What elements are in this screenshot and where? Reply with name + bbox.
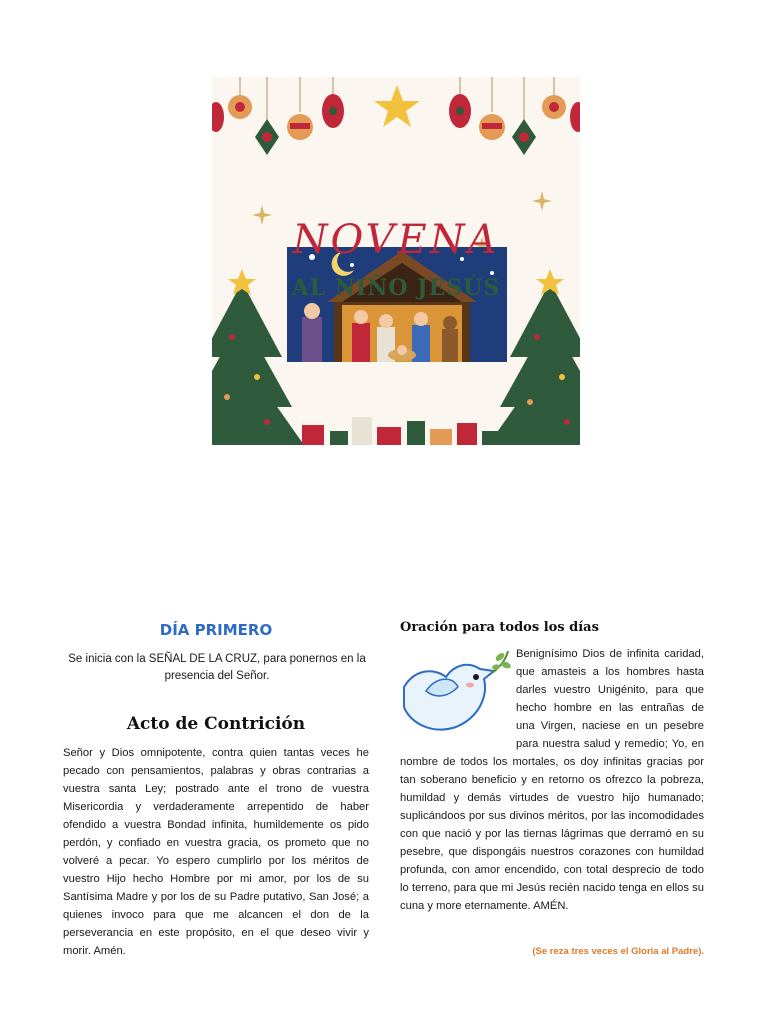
gloria-note: (Se reza tres veces el Gloria al Padre). [532, 946, 704, 957]
oracion-heading: Oración para todos los días [400, 620, 599, 635]
acto-text: Señor y Dios omnipotente, contra quien tantas veces he pecado con pensamientos, palabras y obras contrarias a vuestra santa Ley; postrado ante el trono de vuestra Misericordia y verdaderamente arrepentido de haber ofendido a vuestra Bondad infinita, humildemente os pido perdón, y confiado en vuestra gracia, os prometo que no volveré a pecar. Yo espero cumplirlo por los méritos de vuestro Hijo hecho Hombre por mi amor, por los de su Santísima Madre y por los de su Padre putativo, San José; a quienes invoco para que me alcancen el don de la perseverancia en este propósito, en el que deseo vivir y morir. Amén. [63, 747, 369, 957]
acto-heading: Acto de Contrición [126, 714, 306, 734]
dove-icon [396, 647, 512, 739]
cover-subtitle: AL NIÑO JESÚS [291, 275, 501, 301]
cover-image [212, 77, 580, 445]
intro-text: Se inicia con la SEÑAL DE LA CRUZ, para ponernos en la presencia del Señor. [68, 653, 366, 682]
oracion-text: Benignísimo Dios de infinita caridad, que amasteis a los hombres hasta darles vuestro Unigénito, para que hecho hombre en las entrañas de una Virgen, naciese en un pesebre para nuestra salud y remedio; Yo, en nombre de todos los mortales, os doy infinitas gracias por tan soberano beneficio y en retorno os ofrezco la pobreza, humildad y demás virtudes de vuestro hijo humanado; suplicándoos por sus divinos méritos, por las incomodidades con que nació y por las tiernas lágrimas que derramó en su pesebre, que dispongáis nuestros corazones con humildad profunda, con amor encendido, con total desprecio de todo lo terreno, para que mi Jesús recién nacido tenga en ellos su cuna y more eternamente. AMÉN. [400, 648, 704, 912]
day-heading: DÍA PRIMERO [159, 621, 273, 639]
cover-title: NOVENA [292, 217, 500, 263]
oracion-block [400, 645, 704, 915]
